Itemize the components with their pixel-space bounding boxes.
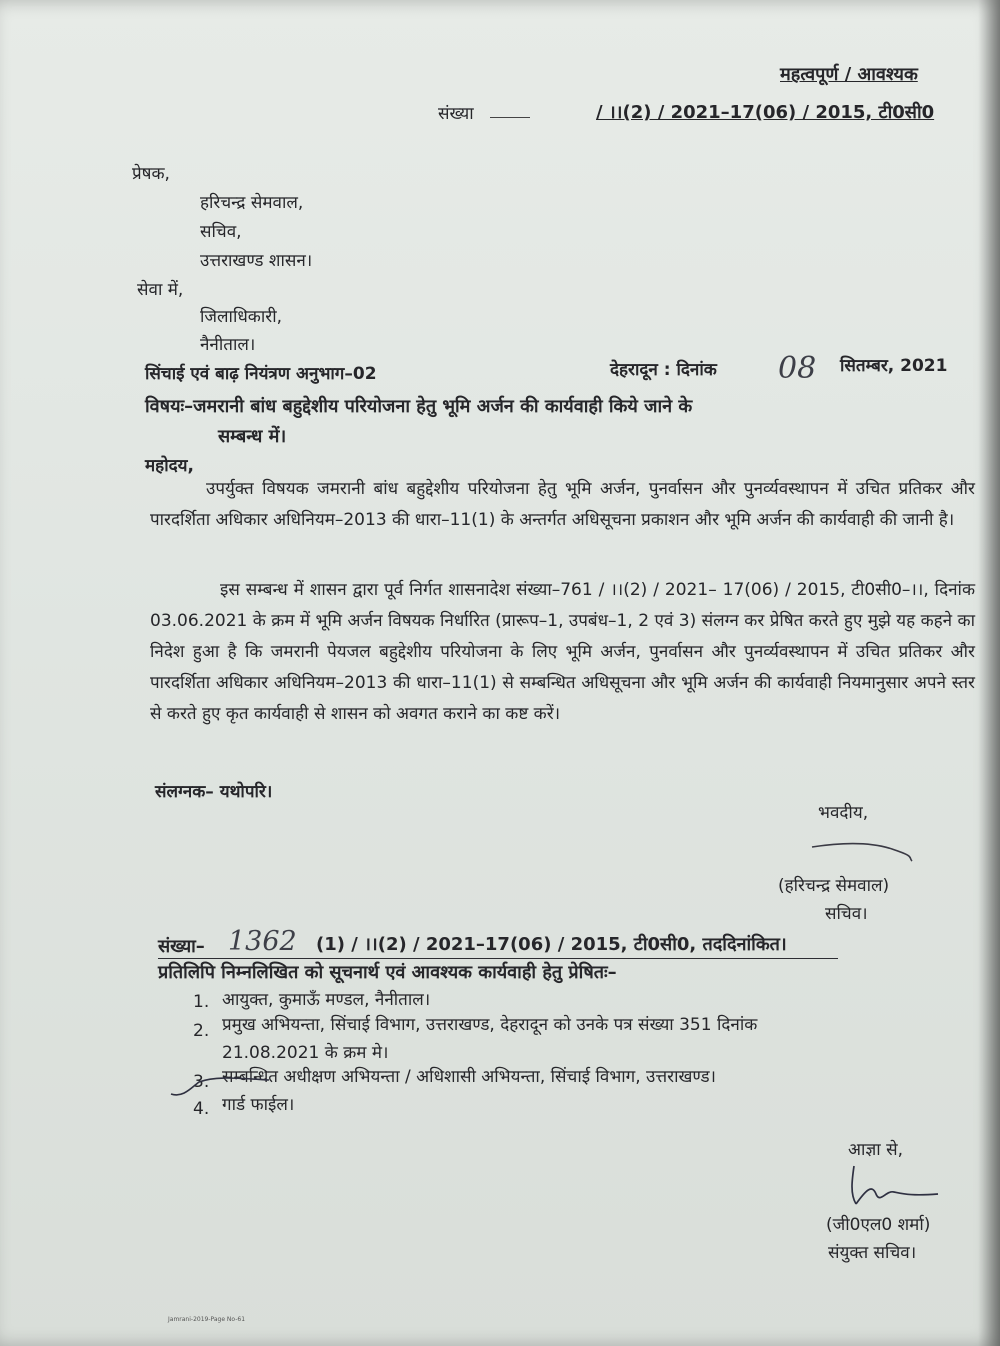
reference-number: / ।।(2) / 2021–17(06) / 2015, टी0सी0: [596, 102, 935, 123]
recipient-label: सेवा में,: [137, 280, 184, 300]
by-order-label: आज्ञा से,: [848, 1140, 903, 1160]
salutation: महोदय,: [145, 456, 194, 476]
sender-title: सचिव,: [200, 222, 242, 242]
copy-item-2-text-continued: 21.08.2021 के क्रम मे।: [222, 1043, 389, 1063]
copy-ref-handwritten-number: 1362: [228, 926, 297, 957]
closing-regards: भवदीय,: [818, 803, 869, 823]
copy-item-3-number: 3.: [193, 1072, 210, 1092]
section-name: सिंचाई एवं बाढ़ नियंत्रण अनुभाग–02: [145, 364, 377, 384]
reference-blank-line: [490, 117, 530, 118]
body-paragraph-1: उपर्युक्त विषयक जमरानी बांध बहुद्देशीय परियोजना हेतु भूमि अर्जन, पुनर्वासन और पुनर्व्यवस्थापन में उचित प्रतिकर और पारदर्शिता अधिकार अधिनियम–2013 की धारा–11(1) के अन्तर्गत अधिसूचना प्रकाशन और भूमि अर्जन की कार्यवाही की जानी है।: [150, 479, 975, 530]
body-paragraph-2: इस सम्बन्ध में शासन द्वारा पूर्व निर्गत शासनादेश संख्या–761 / ।।(2) / 2021– 17(06) / 2015, टी0सी0–।।, दिनांक 03.06.2021 के क्रम में भूमि अर्जन विषयक निर्धारित (प्रारूप–1, उपबंध–1, 2 एवं 3) संलग्न कर प्रेषित करते हुए मुझे यह कहने का निदेश हुआ है कि जमरानी पेयजल बहुद्देशीय परियोजना के लिए भूमि अर्जन, पुनर्वासन और पुनर्व्यवस्थापन में उचित प्रतिकर और पारदर्शिता अधिकार अधिनियम–2013 की धारा–11(1) से सम्बन्धित अधिसूचना और भूमि अर्जन की कार्यवाही नियमानुसार अपने स्तर से करते हुए कृत कार्यवाही से शासन को अवगत कराने का कष्ट करें।: [150, 580, 975, 724]
date-day-handwritten: 08: [778, 351, 817, 386]
order-signatory-title: संयुक्त सचिव।: [828, 1243, 917, 1263]
signatory-name: (हरिचन्द्र सेमवाल): [778, 876, 890, 896]
copy-item-2-text: प्रमुख अभियन्ता, सिंचाई विभाग, उत्तराखण्ड, देहरादून को उनके पत्र संख्या 351 दिनांक: [222, 1015, 758, 1035]
reference-label: संख्या: [438, 104, 474, 124]
signatory-title: सचिव।: [825, 904, 868, 924]
signature-2: [842, 1160, 952, 1214]
recipient-place: नैनीताल।: [200, 335, 256, 355]
copy-intro: प्रतिलिपि निम्नलिखित को सूचनार्थ एवं आवश्यक कार्यवाही हेतु प्रेषितः–: [158, 962, 617, 983]
sender-office: उत्तराखण्ड शासन।: [200, 251, 313, 271]
signature-1: [808, 835, 918, 865]
sender-name: हरिचन्द्र सेमवाल,: [200, 193, 304, 213]
order-signatory-name: (जी0एल0 शर्मा): [826, 1215, 931, 1235]
sender-label: प्रेषक,: [132, 164, 170, 184]
page-edge-shadow: [978, 0, 1000, 1346]
priority-label: महत्वपूर्ण / आवश्यक: [780, 64, 918, 85]
date-place-label: देहरादून : दिनांक: [610, 360, 717, 380]
copy-ref-label: संख्या–: [158, 936, 205, 957]
copy-ref-underline: [158, 958, 838, 959]
enclosure-note: संलग्नक– यथोपरि।: [155, 782, 273, 802]
subject-line-1: विषयः–जमरानी बांध बहुद्देशीय परियोजना हेतु भूमि अर्जन की कार्यवाही किये जाने के: [145, 396, 693, 417]
copy-item-4-text: गार्ड फाईल।: [222, 1095, 295, 1115]
footer-note: Jamrani-2019-Page No-61: [168, 1316, 246, 1323]
date-month-year: सितम्बर, 2021: [840, 356, 948, 376]
copy-item-4-number: 4.: [193, 1099, 210, 1119]
copy-item-3-text: सम्बन्धित अधीक्षण अभियन्ता / अधिशासी अभियन्ता, सिंचाई विभाग, उत्तराखण्ड।: [222, 1067, 716, 1087]
copy-item-1-text: आयुक्त, कुमाऊँ मण्डल, नैनीताल।: [222, 990, 431, 1010]
recipient-title: जिलाधिकारी,: [200, 307, 283, 327]
copy-item-1-number: 1.: [193, 992, 210, 1012]
subject-line-2: सम्बन्ध में।: [218, 426, 287, 447]
copy-item-2-number: 2.: [193, 1021, 210, 1041]
copy-ref-rest: (1) / ।।(2) / 2021–17(06) / 2015, टी0सी0, तददिनांकित।: [316, 934, 787, 955]
